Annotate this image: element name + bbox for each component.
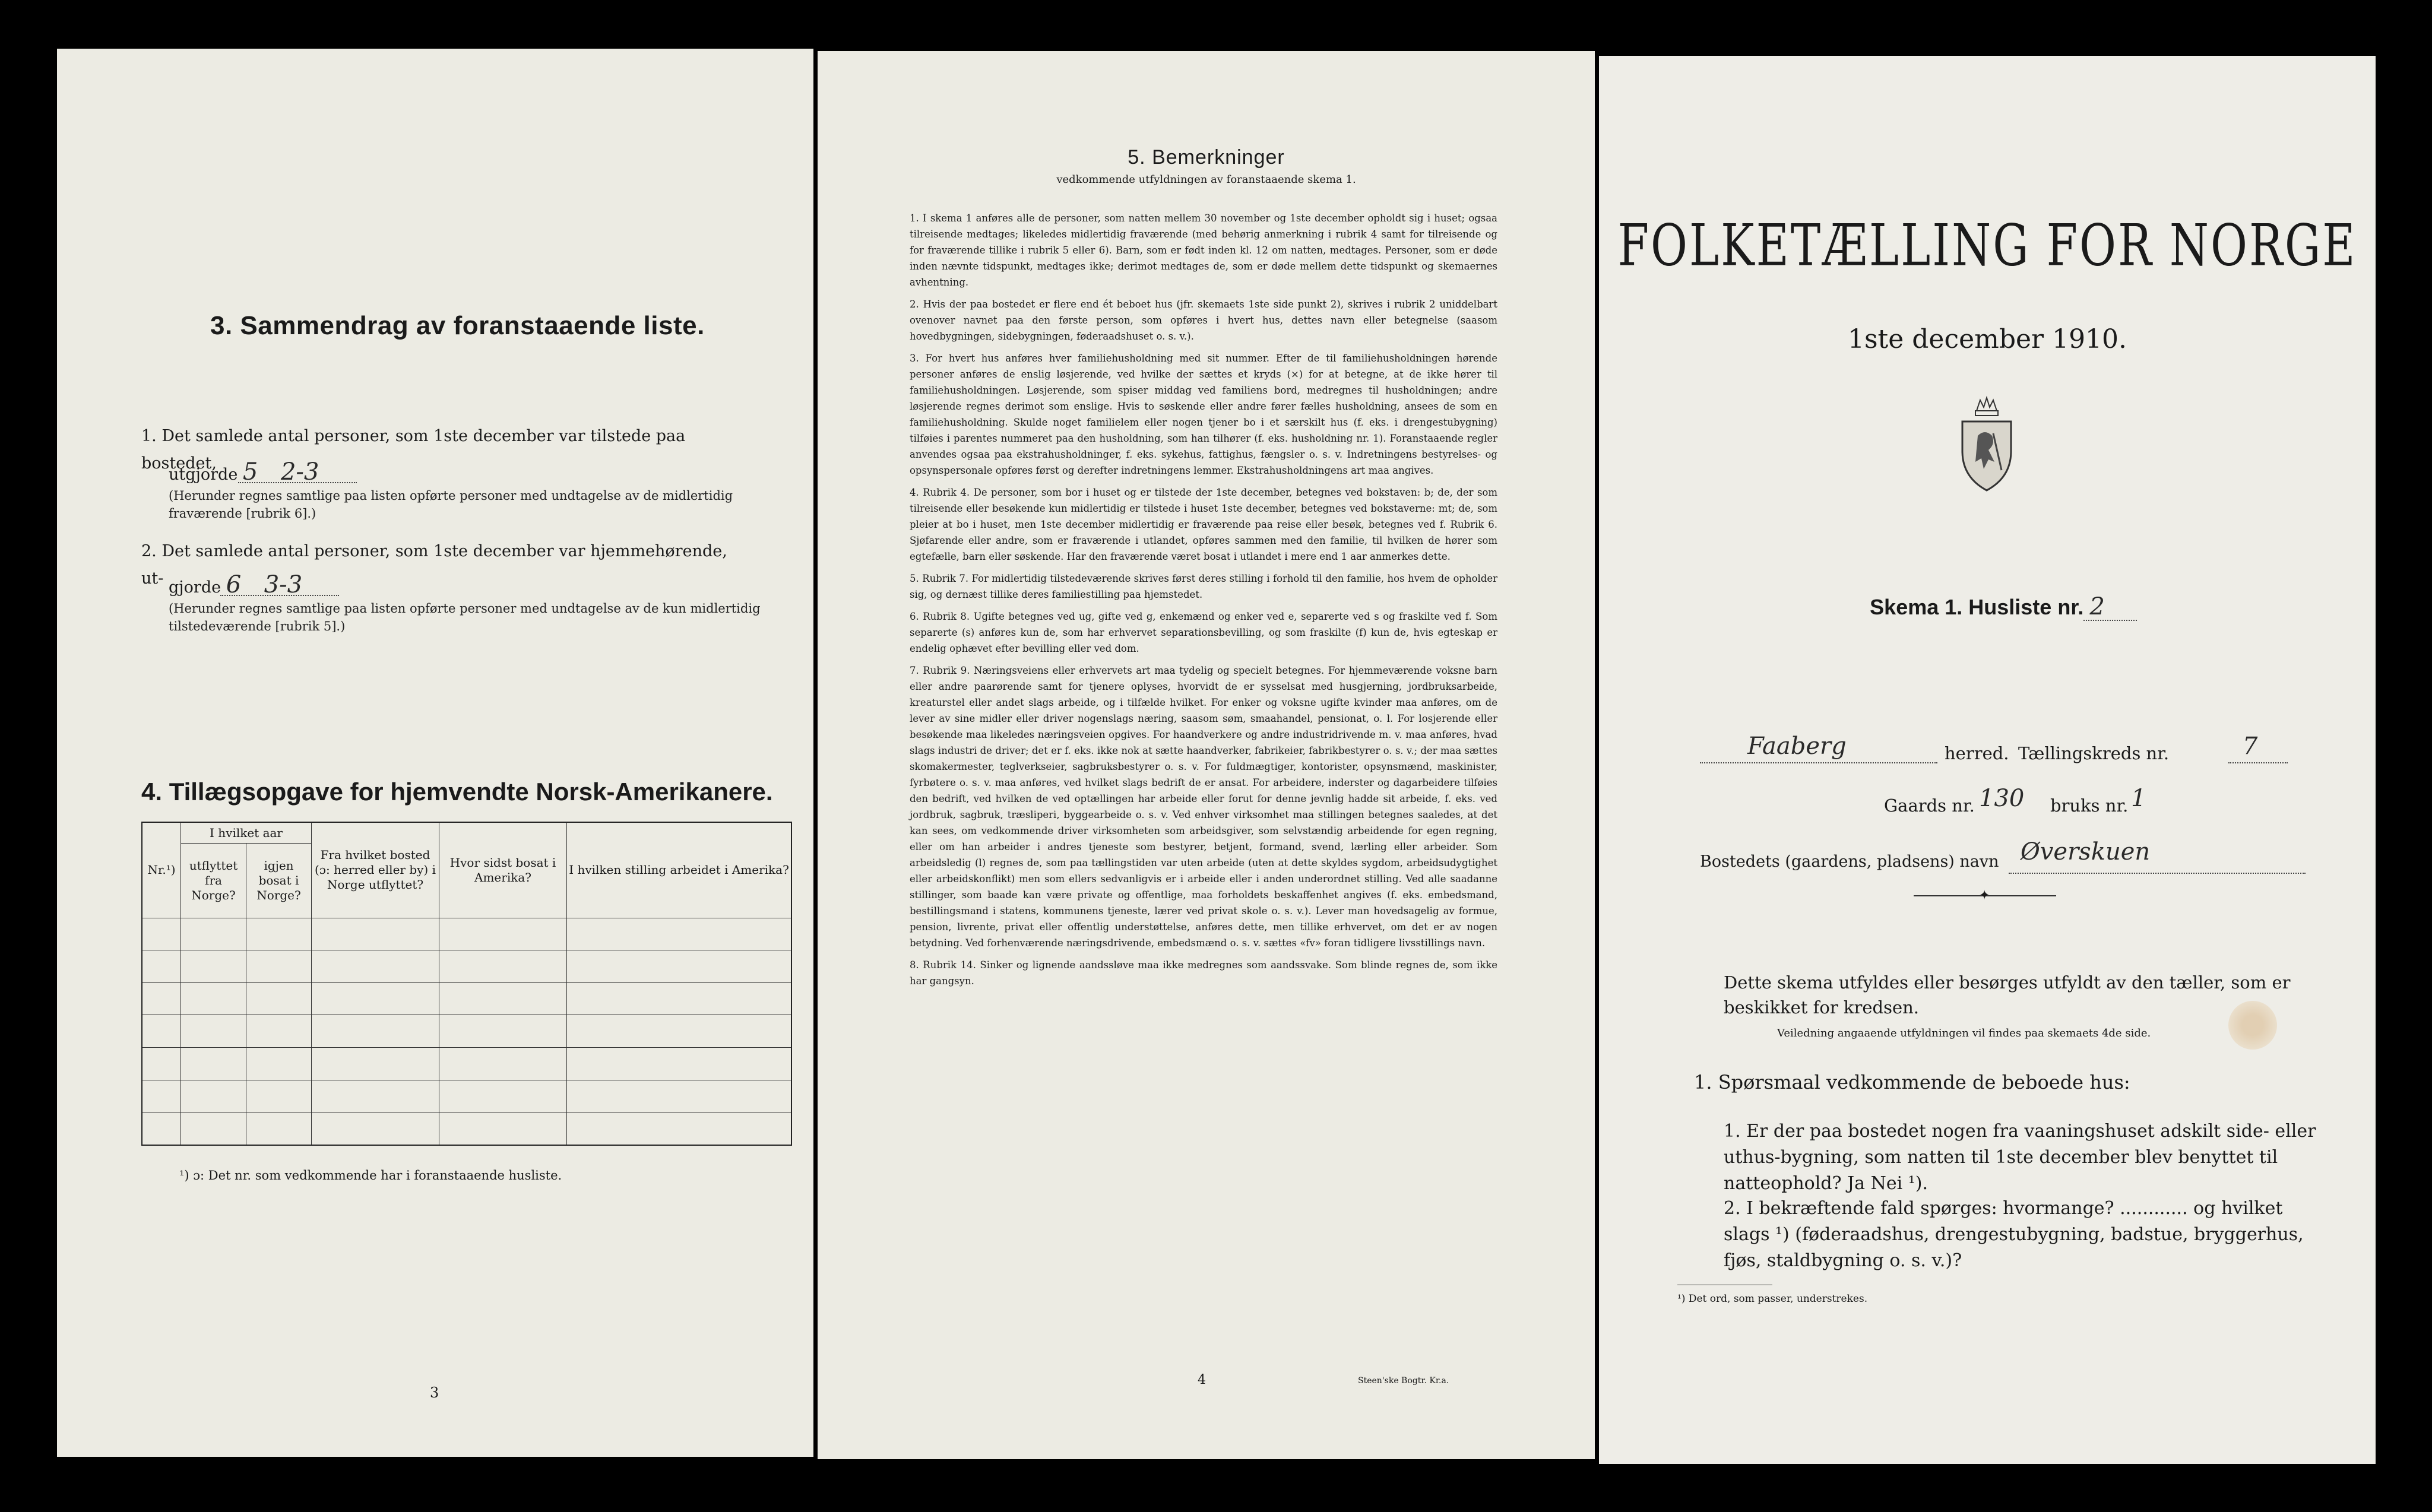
list-item: 1. I skema 1 anføres alle de personer, som natten mellem 30 november og 1ste december opholdt sig i huset; ogsaa tilreisende medtages; likeledes midlertidig fraværende (med behørig anmerkning i rubrik 4 samt for tilreisende og for fraværende tillike i rubrik 5 eller 6). Barn, som er født inden kl. 12 om natten, medtages. Personer, som er døde inden nævnte tidspunkt, medtages ikke; derimot medtages de, som er døde mellem dette tidspunkt og skemaernes avhentning. bbox=[910, 213, 1497, 288]
table-row bbox=[142, 1080, 791, 1112]
remarks-title: 5. Bemerkninger bbox=[1128, 146, 1285, 169]
summary-item-2-lead: gjorde bbox=[169, 578, 221, 597]
skema-line bbox=[1599, 593, 2376, 620]
bruks-label: bruks nr. bbox=[2050, 795, 2129, 816]
summary-item-2-value-correction: 3-3 bbox=[264, 571, 303, 598]
table-footnote: ¹) ɔ: Det nr. som vedkommende har i foranstaaende husliste. bbox=[179, 1168, 562, 1183]
summary-item-1-line bbox=[169, 458, 525, 489]
summary-item-2-rule bbox=[220, 595, 339, 596]
section-3-title: 3. Sammendrag av foranstaaende liste. bbox=[210, 311, 705, 340]
herred-line bbox=[1700, 733, 1847, 760]
col-where: Hvor sidst bosat i Amerika? bbox=[439, 822, 567, 918]
kreds-rule bbox=[2228, 762, 2288, 763]
gaards-label: Gaards nr. bbox=[1884, 795, 1975, 816]
herred-label: herred. bbox=[1945, 743, 2009, 763]
right-page bbox=[1599, 56, 2376, 1464]
summary-item-1-note: (Herunder regnes samtlige paa listen opførte personer med undtagelse av de midlertidig fraværende [rubrik 6].) bbox=[169, 489, 733, 521]
table-row bbox=[142, 982, 791, 1015]
left-page bbox=[57, 49, 813, 1457]
list-item: 3. For hvert hus anføres hver familiehusholdning med sit nummer. Efter de til familiehusholdningen hørende personer anføres de enslig løsjerende, ved hvilke der sættes et kryds (×) for at betegne, at de ikke hører til familiehusholdningen. Løsjerende, som spiser middag ved familiens bord, medregnes til husholdningen; andre løsjerende regnes derimot som enslige. Hvis to søskende eller andre fører fælles husholdning, ansees de som en familiehusholdning. Skulde noget familielem eller nogen tjener bo i et særskilt hus (f. eks. i drengestubygning) tilføies i parentes nummeret paa den husholdning, som han tilhører (f. eks. husholdning nr. 1). Foranstaaende regler anvendes ogsaa paa ekstrahusholdninger, f. eks. sykehus, fattighus, fængsler o. s. v. Indretningens bestyrelses- og opsynspersonale opføres først og derefter indretningens lemmer. Ekstrahusholdningens art maa angives. bbox=[910, 353, 1497, 476]
list-item: 5. Rubrik 7. For midlertidig tilstedeværende skrives først deres stilling i forhold til den familie, hos hvem de opholder sig, og dernæst tillike deres familiestilling paa hjemstedet. bbox=[910, 573, 1497, 600]
middle-page bbox=[818, 51, 1595, 1459]
table-row bbox=[142, 950, 791, 983]
kreds-label: Tællingskreds nr. bbox=[2018, 743, 2170, 763]
intro-text: Dette skema utfyldes eller besørges utfyldt av den tæller, som er beskikket for kredsen. bbox=[1724, 972, 2291, 1017]
husliste-rule bbox=[2083, 620, 2137, 621]
col-year-group: I hvilket aar bbox=[181, 822, 312, 844]
remarks-list bbox=[910, 210, 1497, 995]
col-nr: Nr.¹) bbox=[142, 822, 181, 918]
summary-item-2: 2. Det samlede antal personer, som 1ste december var hjemmehørende, ut- bbox=[141, 542, 727, 588]
herred-rule bbox=[1700, 762, 1937, 763]
table-row bbox=[142, 1112, 791, 1145]
right-footnote: ¹) Det ord, som passer, understrekes. bbox=[1677, 1293, 1868, 1305]
husliste-number: 2 bbox=[2089, 593, 2105, 620]
list-item: 7. Rubrik 9. Næringsveiens eller erhvervets art maa tydelig og specielt betegnes. For hjemmeværende voksne barn eller andre paarørende samt for tjenere oplyses, hvorvidt de er sysselsat med husgjerning, jordbruksarbeide, kreaturstel eller andet slags arbeide, og i tilfælde hvilket. For enker og voksne ugifte kvinder maa anføres, om de lever av sine midler eller driver nogenslags næring, saasom søm, smaahandel, pensionat, o. l. For losjerende eller besøkende maa likeledes næringsveien opgives. For haandverkere og andre industridrivende m. v. maa anføres, hvad slags industri de driver; det er f. eks. ikke nok at sætte haandverker, fabrikeier, fabrikbestyrer o. s. v.; der maa sættes skomakermester, teglverkseier, sagbruksbestyrer o. s. v. For fuldmægtiger, kontorister, opsynsmænd, maskinister, fyrbøtere o. s. v. maa anføres, ved hvilket slags bedrift de er ansat. For arbeidere, inderster og dagarbeidere tilføies den bedrift, ved hvilken de ved optællingen har arbeide eller forut for denne jevnlig hadde sit arbeide, f. eks. ved jordbruk, sagbruk, træsliperi, byggearbeide o. s. v. Ved enhver virksomhet maa stillingen betegnes saaledes, at det kan sees, om vedkommende driver virksomheten som arbeidsgiver, som selvstændig arbeidende for egen regning, eller om han arbeider i andres tjeneste som bestyrer, betjent, formand, svend, lærling eller arbeider. Som arbeidsledig (l) regnes de, som paa tællingstiden var uten arbeide (uten at dette skyldes sygdom, arbeidsudygtighet eller arbeidskonflikt) men som ellers sedvanligvis er i arbeide eller i anden underordnet stilling. Ved alle saadanne stillinger, som baade kan være private og offentlige, maa forholdets beskaffenhet angives (f. eks. embedsmand, bestillingsmand i statens, kommunens tjeneste, lærer ved privat skole o. s. v.). Lever man hovedsagelig av formue, pension, livrente, privat eller offentlig understøttelse, anføres dette, men tillike erhvervet, om det er av nogen betydning. Ved forhenværende næringsdrivende, embedsmænd o. s. v. sættes «fv» foran tidligere livsstillings navn. bbox=[910, 665, 1497, 949]
table-row bbox=[142, 1015, 791, 1048]
table-row bbox=[142, 918, 791, 950]
question-1-item-1: 1. Er der paa bostedet nogen fra vaaningshuset adskilt side- eller uthus-bygning, som natten til 1ste december blev benyttet til natteophold? Ja Nei ¹). bbox=[1724, 1121, 2316, 1194]
section-4-title: 4. Tillægsopgave for hjemvendte Norsk-Amerikanere. bbox=[141, 778, 773, 806]
summary-item-2-value: 6 bbox=[226, 571, 242, 598]
coat-of-arms-icon bbox=[1954, 394, 2019, 495]
summary-item-1-value-correction: 2-3 bbox=[280, 458, 319, 486]
gaards-value: 130 bbox=[1979, 785, 2025, 812]
summary-item-2-note: (Herunder regnes samtlige paa listen opførte personer med undtagelse av de kun midlertidig tilstedeværende [rubrik 5].) bbox=[169, 601, 761, 633]
summary-item-1-rule bbox=[238, 482, 357, 483]
summary-item-1-value: 5 bbox=[242, 458, 258, 486]
table-row bbox=[142, 1048, 791, 1080]
kreds-value: 7 bbox=[2243, 733, 2258, 760]
census-date: 1ste december 1910. bbox=[1847, 324, 2127, 354]
bosted-value: Øverskuen bbox=[2021, 838, 2151, 866]
herred-value: Faaberg bbox=[1747, 733, 1847, 760]
intro-subtext: Veiledning angaaende utfyldningen vil findes paa skemaets 4de side. bbox=[1777, 1027, 2151, 1039]
col-returned: igjen bosat i Norge? bbox=[246, 844, 312, 918]
table-header-row bbox=[142, 822, 791, 844]
skema-label: Skema 1. Husliste nr. bbox=[1870, 595, 2084, 619]
summary-item-2-line bbox=[169, 571, 525, 601]
summary-item-1: 1. Det samlede antal personer, som 1ste december var tilstede paa bostedet, bbox=[141, 427, 686, 473]
printer-imprint: Steen'ske Bogtr. Kr.a. bbox=[1358, 1376, 1449, 1386]
col-from: Fra hvilket bosted (ɔ: herred eller by) i Norge utflyttet? bbox=[312, 822, 439, 918]
question-1-item-2: 2. I bekræftende fald spørges: hvormange? ............ og hvilket slags ¹) (føderaadshus, drengestubygning, badstue, bryggerhus, fjøs, staldbygning o. s. v.)? bbox=[1724, 1198, 2304, 1271]
census-title: FOLKETÆLLING FOR NORGE bbox=[1617, 211, 2357, 279]
bosted-label: Bostedets (gaardens, pladsens) navn bbox=[1700, 852, 1999, 871]
list-item: 8. Rubrik 14. Sinker og lignende aandssløve maa ikke medregnes som aandssvake. Som blinde regnes de, som ikke har gangsyn. bbox=[910, 959, 1497, 987]
col-position: I hvilken stilling arbeidet i Amerika? bbox=[567, 822, 792, 918]
bosted-rule bbox=[2009, 873, 2306, 874]
question-1-title: 1. Spørsmaal vedkommende de beboede hus: bbox=[1694, 1071, 2130, 1093]
list-item: 2. Hvis der paa bostedet er flere end ét beboet hus (jfr. skemaets 1ste side punkt 2), skrives i rubrik 2 uniddelbart ovenover navnet paa den første person, som opføres i hvert hus, dettes navn eller betegnelse (saasom hovedbygningen, sidebygningen, føderaadshuset o. s. v.). bbox=[910, 299, 1497, 342]
page-number: 4 bbox=[1198, 1372, 1206, 1387]
list-item: 4. Rubrik 4. De personer, som bor i huset og er tilstede der 1ste december, betegnes ved bokstaven: b; de, der som tilreisende eller besøkende kun midlertidig er tilstede i huset 1ste december, betegnes ved bokstaverne: mt; de, som pleier at bo i huset, men 1ste december midlertidig er fraværende paa reise eller besøk, betegnes ved f. Rubrik 6. Sjøfarende eller andre, som er fraværende i utlandet, opføres sammen med den familie, til hvilken de hører som egtefælle, barn eller søskende. Har den fraværende været bosat i utlandet i mere end 1 aar anmerkes dette. bbox=[910, 487, 1497, 562]
divider-ornament-icon: ✦ bbox=[1979, 888, 1990, 903]
remarks-subtitle: vedkommende utfyldningen av foranstaaende skema 1. bbox=[1056, 173, 1356, 186]
paper-stain bbox=[2228, 1001, 2277, 1050]
norsk-amerikanere-table bbox=[141, 822, 792, 1146]
bruks-value: 1 bbox=[2131, 785, 2146, 812]
list-item: 6. Rubrik 8. Ugifte betegnes ved ug, gifte ved g, enkemænd og enker ved e, separerte ved s og fraskilte ved f. Som separerte (s) anføres kun de, som har erhvervet separationsbevilling, og som fraskilte (f) kun de, hvis egteskap er endelig ophævet efter bevilling eller ved dom. bbox=[910, 611, 1497, 654]
summary-item-1-lead: utgjorde bbox=[169, 465, 238, 484]
page-number: 3 bbox=[430, 1384, 439, 1401]
col-emigrated: utflyttet fra Norge? bbox=[181, 844, 246, 918]
